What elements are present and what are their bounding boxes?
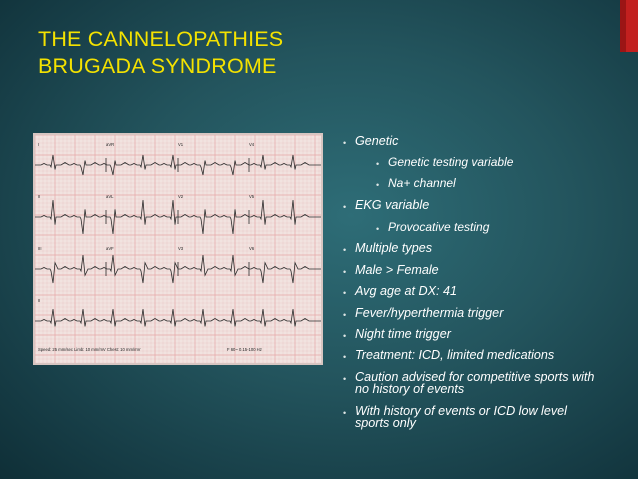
bullet-text: Night time trigger: [355, 327, 451, 341]
bullet-text: Treatment: ICD, limited medications: [355, 348, 555, 362]
accent-bar: [620, 0, 638, 52]
bullet-text: Genetic: [355, 134, 399, 148]
ekg-lead-label: V2: [178, 194, 184, 199]
bullet-marker: •: [376, 159, 380, 169]
ekg-lead-label: III: [38, 246, 42, 251]
sub-bullet-item: [376, 178, 626, 192]
bullet-text: Male > Female: [355, 263, 439, 277]
bullet-text: Provocative testing: [388, 220, 490, 234]
ekg-filter-text: F 60~ 0.15-100 Hz: [227, 347, 262, 352]
bullet-text: With history of events or ICD low level sports only: [355, 404, 567, 430]
bullet-item: [343, 372, 603, 395]
bullet-marker: •: [343, 374, 347, 384]
bullet-item: [343, 406, 603, 429]
bullet-text: Multiple types: [355, 241, 432, 255]
slide-title-line-2: BRUGADA SYNDROME: [38, 54, 277, 78]
bullet-text: Genetic testing variable: [388, 155, 514, 169]
bullet-item: [343, 200, 623, 214]
bullet-marker: •: [376, 180, 380, 190]
bullet-text: Na+ channel: [388, 176, 456, 190]
slide-title: [38, 26, 283, 80]
ekg-lead-label: II: [38, 194, 41, 199]
ekg-lead-label: aVL: [106, 194, 114, 199]
ekg-lead-label: V5: [249, 194, 255, 199]
slide-title-line-1: THE CANNELOPATHIES: [38, 27, 284, 51]
bullet-item: [343, 308, 623, 322]
bullet-marker: •: [343, 288, 347, 298]
ekg-lead-label: aVF: [106, 246, 114, 251]
bullet-item: [343, 329, 623, 343]
bullet-item: [343, 243, 623, 257]
ekg-graphic: [35, 135, 321, 363]
ekg-lead-label: aVR: [106, 142, 115, 147]
bullet-marker: •: [343, 202, 347, 212]
bullet-marker: •: [343, 267, 347, 277]
bullet-marker: •: [343, 408, 347, 418]
bullet-marker: •: [343, 245, 347, 255]
bullet-marker: •: [343, 138, 347, 148]
ekg-lead-label: II: [38, 298, 41, 303]
bullet-item: [343, 136, 623, 150]
bullet-marker: •: [376, 224, 380, 234]
bullet-text: EKG variable: [355, 198, 430, 212]
bullet-item: [343, 350, 623, 364]
sub-bullet-item: [376, 157, 626, 171]
ekg-lead-label: V1: [178, 142, 184, 147]
ekg-trace-row: [35, 309, 321, 326]
ekg-lead-label: I: [38, 142, 40, 147]
bullet-marker: •: [343, 352, 347, 362]
bullet-item: [343, 265, 623, 279]
bullet-marker: •: [343, 331, 347, 341]
bullet-text: Avg age at DX: 41: [355, 284, 457, 298]
bullet-marker: •: [343, 310, 347, 320]
ekg-strip-image: [33, 133, 323, 365]
bullet-text: Fever/hyperthermia trigger: [355, 306, 504, 320]
ekg-footer-text: Speed: 25 mm/sec Limb: 10 mm/mV Chest: 10 mm/mV: [38, 347, 141, 352]
ekg-lead-label: V6: [249, 246, 255, 251]
ekg-lead-label: V3: [178, 246, 184, 251]
sub-bullet-item: [376, 222, 626, 236]
ekg-lead-label: V4: [249, 142, 255, 147]
bullet-text: Caution advised for competitive sports with no history of events: [355, 370, 595, 396]
bullet-item: [343, 286, 623, 300]
